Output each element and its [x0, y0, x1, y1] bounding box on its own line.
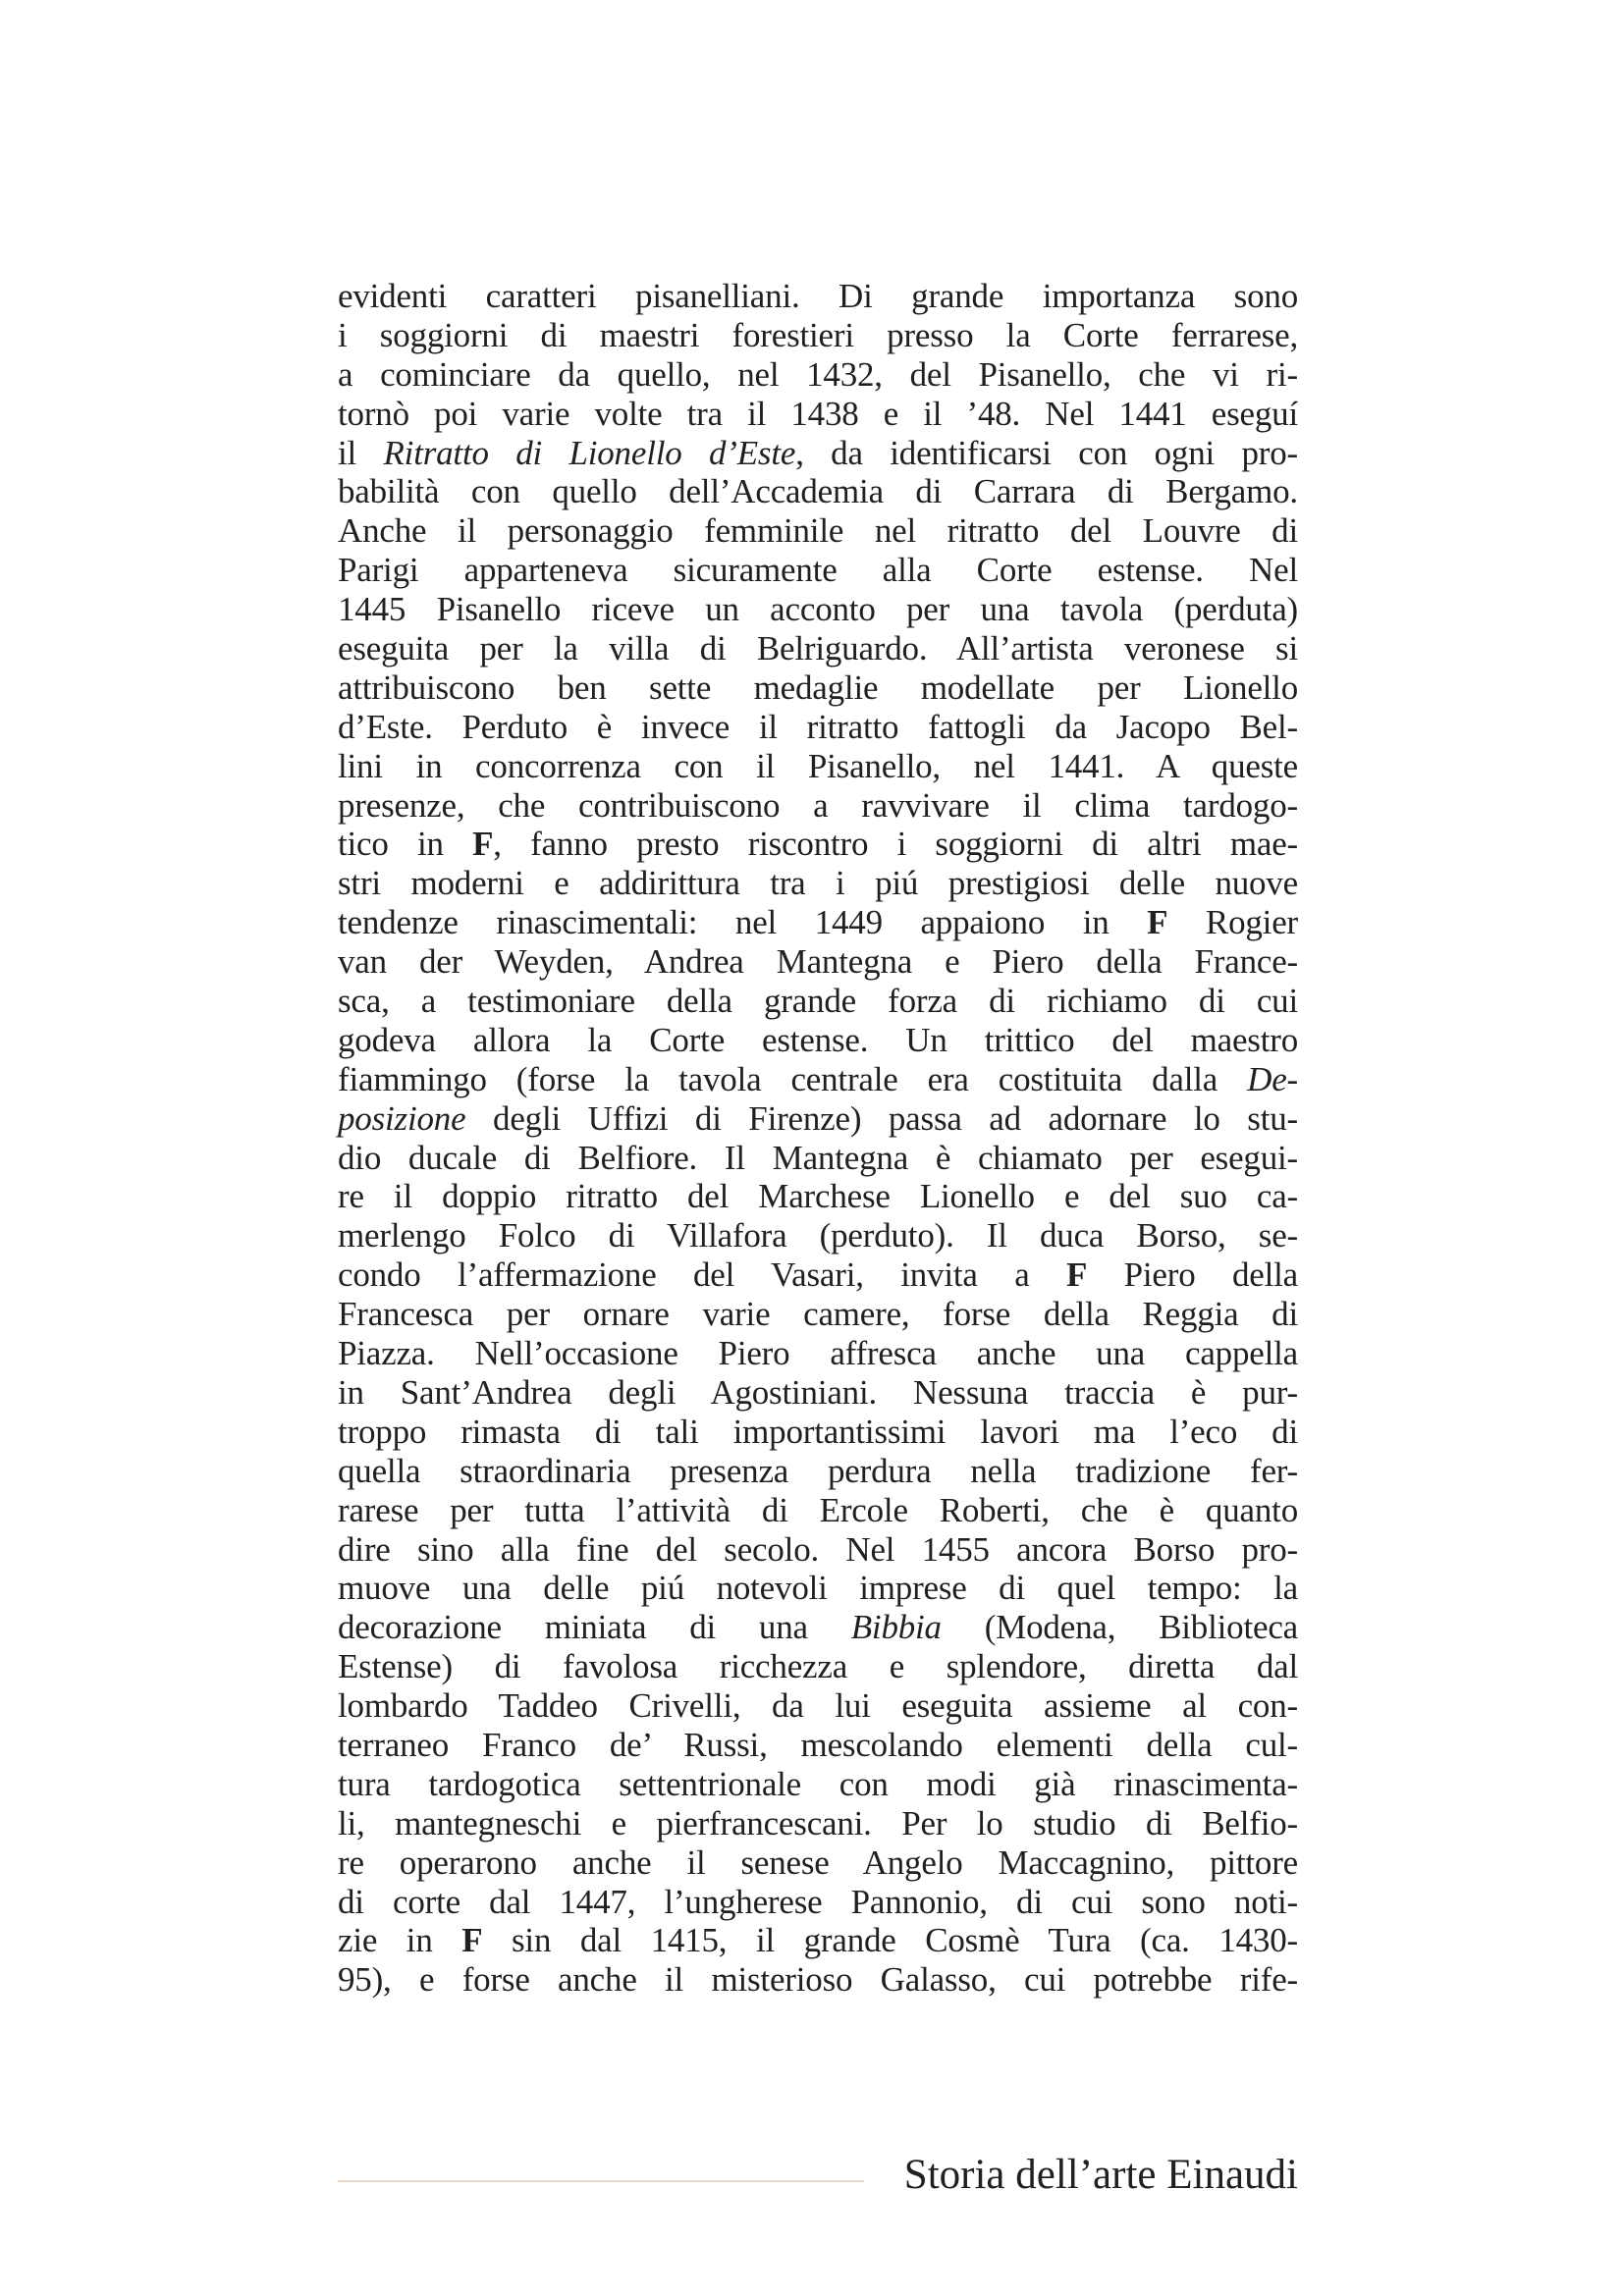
text-run: Anche il personaggio femminile nel ritratto del Louvre di [338, 511, 1298, 551]
text-run: godeva allora la Corte estense. Un trittico del maestro [338, 1020, 1298, 1059]
text-line [338, 511, 1298, 551]
text-run: decorazione miniata di una [338, 1608, 851, 1647]
text-run: merlengo Folco di Villafora (perduto). Il duca Borso, se- [338, 1216, 1298, 1255]
text-line [338, 1960, 1298, 2000]
text-run: tico in [338, 825, 473, 864]
text-line [338, 708, 1298, 747]
text-line [338, 1060, 1298, 1099]
text-line [338, 472, 1298, 511]
text-run: rarese per tutta l’attività di Ercole Roberti, che è quanto [338, 1490, 1298, 1529]
text-run: i soggiorni di maestri forestieri presso la Corte ferrarese, [338, 315, 1298, 354]
text-run: babilità con quello dell’Accademia di Carrara di Bergamo. [338, 472, 1298, 511]
text-line [338, 1686, 1298, 1726]
text-line [338, 434, 1298, 473]
text-line [338, 1883, 1298, 1922]
text-run: troppo rimasta di tali importantissimi lavori ma l’eco di [338, 1412, 1298, 1451]
text-line [338, 355, 1298, 395]
text-line [338, 551, 1298, 590]
text-run: Rogier [1167, 903, 1298, 942]
text-run: condo l’affermazione del Vasari, invita a [338, 1255, 1066, 1295]
text-line [338, 1765, 1298, 1804]
text-line [338, 395, 1298, 434]
text-line [338, 590, 1298, 629]
place-abbreviation: F [1066, 1255, 1088, 1295]
text-line [338, 1608, 1298, 1647]
text-run: presenze, che contribuiscono a ravvivare il clima tardogo- [338, 785, 1298, 825]
text-line [338, 1413, 1298, 1452]
text-run: , da identificarsi con ogni pro- [795, 433, 1298, 472]
text-line [338, 982, 1298, 1021]
text-run: Estense) di favolosa ricchezza e splendore, diretta dal [338, 1647, 1298, 1686]
text-line [338, 1452, 1298, 1491]
text-run: evidenti caratteri pisanelliani. Di grande importanza sono [338, 277, 1298, 315]
text-run: Francesca per ornare varie camere, forse della Reggia di [338, 1295, 1298, 1334]
text-run: dio ducale di Belfiore. Il Mantegna è chiamato per esegui- [338, 1138, 1298, 1177]
text-run: a cominciare da quello, nel 1432, del Pisanello, che vi ri- [338, 354, 1298, 394]
text-run: di corte dal 1447, l’ungherese Pannonio, di cui sono noti- [338, 1882, 1298, 1921]
text-run: 95), e forse anche il misterioso Galasso, cui potrebbe rife- [338, 1960, 1298, 2000]
text-run: muove una delle piú notevoli imprese di quel tempo: la [338, 1569, 1298, 1608]
text-line [338, 1726, 1298, 1765]
text-line [338, 668, 1298, 708]
italic-title: posizione [338, 1098, 466, 1138]
text-run: van der Weyden, Andrea Mantegna e Piero della France- [338, 942, 1298, 982]
text-line [338, 942, 1298, 982]
text-line [338, 1099, 1298, 1139]
text-run: sin dal 1415, il grande Cosmè Tura (ca. 1430- [482, 1921, 1298, 1960]
footer-title: Storia dell’arte Einaudi [903, 2152, 1298, 2198]
text-run: degli Uffizi di Firenze) passa ad adornare lo stu- [465, 1098, 1298, 1138]
text-line [338, 1295, 1298, 1334]
footer-rule [338, 2180, 864, 2182]
text-line [338, 1255, 1298, 1295]
italic-title: De- [1247, 1059, 1298, 1098]
text-line [338, 1216, 1298, 1255]
text-run: in Sant’Andrea degli Agostiniani. Nessuna traccia è pur- [338, 1372, 1298, 1412]
text-run: (Modena, Biblioteca [941, 1608, 1298, 1647]
text-line [338, 1569, 1298, 1608]
text-run: , fanno presto riscontro i soggiorni di altri mae- [493, 825, 1299, 864]
body-text [338, 277, 1298, 2000]
text-line [338, 1139, 1298, 1178]
text-run: il [338, 433, 384, 472]
text-line [338, 1921, 1298, 1960]
text-line [338, 1530, 1298, 1570]
italic-title: Bibbia [850, 1608, 942, 1647]
text-run: Parigi apparteneva sicuramente alla Corte estense. Nel [338, 551, 1298, 590]
text-run: Piero della [1087, 1255, 1298, 1295]
text-run: tura tardogotica settentrionale con modi già rinascimenta- [338, 1764, 1298, 1803]
text-run: Piazza. Nell’occasione Piero affresca anche una cappella [338, 1334, 1298, 1373]
text-run: re operarono anche il senese Angelo Maccagnino, pittore [338, 1842, 1298, 1882]
text-run: stri moderni e addirittura tra i piú prestigiosi delle nuove [338, 864, 1298, 903]
italic-title: Ritratto di Lionello d’Este [383, 433, 796, 472]
text-line [338, 1334, 1298, 1373]
text-run: 1445 Pisanello riceve un acconto per una tavola (perduta) [338, 590, 1298, 629]
text-run: li, mantegneschi e pierfrancescani. Per lo studio di Belfio- [338, 1803, 1298, 1842]
text-run: lombardo Taddeo Crivelli, da lui eseguita assieme al con- [338, 1686, 1298, 1726]
text-run: lini in concorrenza con il Pisanello, nel 1441. A queste [338, 746, 1298, 785]
text-run: sca, a testimoniare della grande forza di richiamo di cui [338, 982, 1298, 1021]
text-line [338, 864, 1298, 903]
text-run: zie in [338, 1921, 462, 1960]
text-line [338, 786, 1298, 826]
text-run: eseguita per la villa di Belriguardo. All’artista veronese si [338, 629, 1298, 668]
text-line [338, 277, 1298, 316]
text-line [338, 1647, 1298, 1686]
place-abbreviation: F [461, 1921, 483, 1960]
text-run: re il doppio ritratto del Marchese Lionello e del suo ca- [338, 1177, 1298, 1216]
text-run: attribuiscono ben sette medaglie modellate per Lionello [338, 667, 1298, 707]
text-line [338, 1843, 1298, 1883]
text-run: tornò poi varie volte tra il 1438 e il ’48. Nel 1441 eseguí [338, 394, 1298, 433]
text-line [338, 1177, 1298, 1216]
text-line [338, 825, 1298, 864]
text-line [338, 1021, 1298, 1060]
place-abbreviation: F [472, 825, 494, 864]
text-run: d’Este. Perduto è invece il ritratto fattogli da Jacopo Bel- [338, 707, 1298, 746]
text-line [338, 629, 1298, 668]
text-line [338, 1491, 1298, 1530]
text-run: tendenze rinascimentali: nel 1449 appaiono in [338, 903, 1148, 942]
place-abbreviation: F [1147, 903, 1168, 942]
text-run: terraneo Franco de’ Russi, mescolando elementi della cul- [338, 1725, 1298, 1764]
text-line [338, 1373, 1298, 1413]
text-run: dire sino alla fine del secolo. Nel 1455 ancora Borso pro- [338, 1529, 1298, 1569]
text-run: fiammingo (forse la tavola centrale era costituita dalla [338, 1059, 1248, 1098]
text-line [338, 1804, 1298, 1843]
text-line [338, 747, 1298, 786]
text-run: quella straordinaria presenza perdura nella tradizione fer- [338, 1451, 1298, 1490]
text-line [338, 903, 1298, 942]
text-line [338, 316, 1298, 355]
